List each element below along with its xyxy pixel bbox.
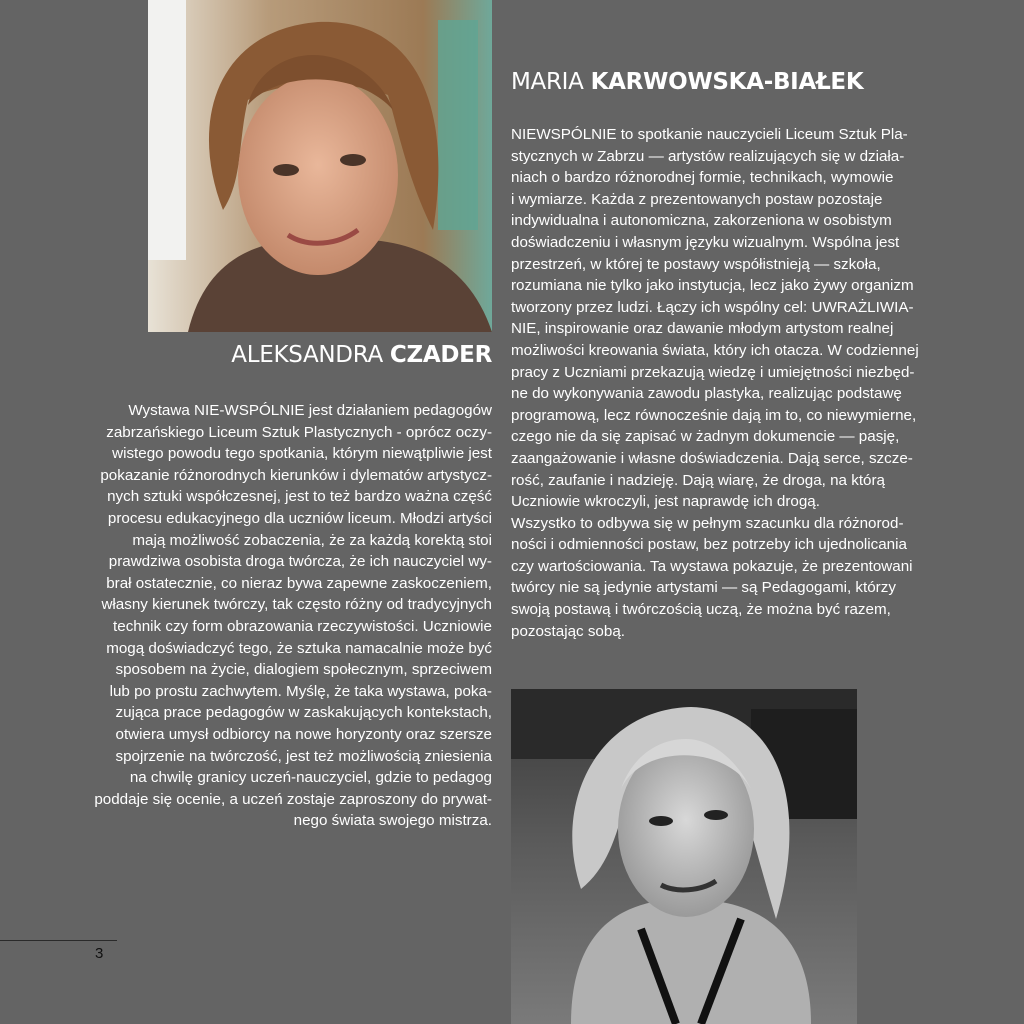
text-line: ności i odmienności postaw, bez potrzeby ich ujednolicania [511,536,907,554]
text-line: NIE, inspirowanie oraz dawanie młodym artystom realnej [511,320,894,338]
text-line: pokazanie różnorodnych kierunków i dylematów artystycz- [100,466,492,484]
author-first-name: MARIA [511,69,584,95]
text-line: otwiera umysł odbiorcy na nowe horyzonty oraz szersze [115,725,492,743]
text-line: procesu edukacyjnego dla uczniów liceum. Młodzi artyści [107,509,492,527]
text-line: programową, lecz równocześnie dają im to, co niewymierne, [511,406,917,424]
text-line: pozostając sobą. [511,622,625,640]
author-last-name: KARWOWSKA-BIAŁEK [590,69,864,95]
text-line: rozumiana nie tylko jako instytucja, lecz jako żywy organizm [511,277,914,295]
text-line: NIEWSPÓLNIE to spotkanie nauczycieli Liceum Sztuk Pla- [511,126,908,143]
text-line: Uczniowie wkroczyli, jest naprawdę ich drogą. [511,493,820,511]
footer-rule [0,940,117,941]
text-line: na chwilę granicy uczeń-nauczyciel, gdzie to pedagog [129,769,492,787]
text-line: spojrzenie na twórczość, jest też możliwością zniesienia [115,747,492,765]
text-line: wistego powodu tego spotkania, którym niewątpliwie jest [112,445,492,463]
text-line: mają możliwość zobaczenia, że za każdą korektą stoi [132,531,492,549]
portrait-aleksandra-czader [148,0,492,332]
statement-czader [60,400,492,832]
text-line: brał ostatecznie, co nieraz bywa zapewne zaskoczeniem, [106,574,492,592]
text-line: swoją postawą i twórczością uczą, że można być razem, [511,601,891,619]
author-first-name: ALEKSANDRA [231,342,383,368]
author-name-czader [231,344,492,367]
text-line: lub po prostu zachwytem. Myślę, że taka wystawa, poka- [109,682,492,700]
text-line: nego świata swojego mistrza. [293,812,492,830]
text-line: twórcy nie są jedynie artystami — są Pedagogami, którzy [511,579,896,597]
text-line: pracy z Uczniami przekazują wiedzę i umiejętności niezbęd- [511,363,915,381]
text-line: zująca prace pedagogów w zaskakujących kontekstach, [115,704,492,722]
text-line: Wystawa NIE-WSPÓLNIE jest działaniem pedagogów [128,402,492,419]
statement-karwowska-bialek [511,124,931,642]
text-line: Wszystko to odbywa się w pełnym szacunku dla różnorod- [511,514,904,532]
page-number: 3 [95,945,104,962]
text-line: zabrzańskiego Liceum Sztuk Plastycznych - oprócz oczy- [106,423,492,441]
portrait-maria-karwowska-bialek [511,689,857,1024]
text-line: prawdziwa osobista droga twórcza, że ich nauczyciel wy- [108,553,492,571]
text-line: technik czy form obrazowania rzeczywistości. Uczniowie [113,617,492,635]
text-line: niach o bardzo różnorodnej formie, technikach, wymowie [511,169,894,187]
text-line: poddaje się ocenie, a uczeń zostaje zaproszony do prywat- [94,790,492,808]
text-line: tworzony przez ludzi. Łączy ich wspólny cel: UWRAŻLIWIA- [511,298,914,316]
text-line: ne do wykonywania zawodu plastyka, realizując podstawę [511,385,902,403]
text-line: stycznych w Zabrzu — artystów realizujących się w działa- [511,147,905,165]
text-line: mogą doświadczyć tego, że sztuka namacalnie może być [106,639,492,657]
text-line: zaangażowanie i własne doświadczenia. Dają serce, szcze- [511,449,913,467]
text-line: możliwości kreowania świata, który ich otacza. W codziennej [511,341,919,359]
text-line: nych sztuki współczesnej, jest to też bardzo ważna część [107,488,492,506]
text-line: rość, zaufanie i nadzieję. Dają wiarę, że droga, na którą [511,471,885,489]
text-line: czy wartościowania. Ta wystawa pokazuje, że prezentowani [511,557,913,575]
text-line: i wymiarze. Każda z prezentowanych postaw pozostaje [511,190,883,208]
author-last-name: CZADER [389,342,492,368]
text-line: indywidualna i autonomiczna, zakorzeniona w osobistym [511,212,892,230]
author-name-karwowska-bialek [511,71,863,94]
text-line: doświadczeniu i własnym języku wizualnym. Wspólna jest [511,233,900,251]
text-line: czego nie da się zapisać w żadnym dokumencie — pasję, [511,428,900,446]
text-line: przestrzeń, w której te postawy współistnieją — szkoła, [511,255,881,273]
text-line: sposobem na życie, dialogiem społecznym, sprzeciwem [115,661,492,679]
text-line: własny kierunek twórczy, tak często różny od tradycyjnych [101,596,492,614]
